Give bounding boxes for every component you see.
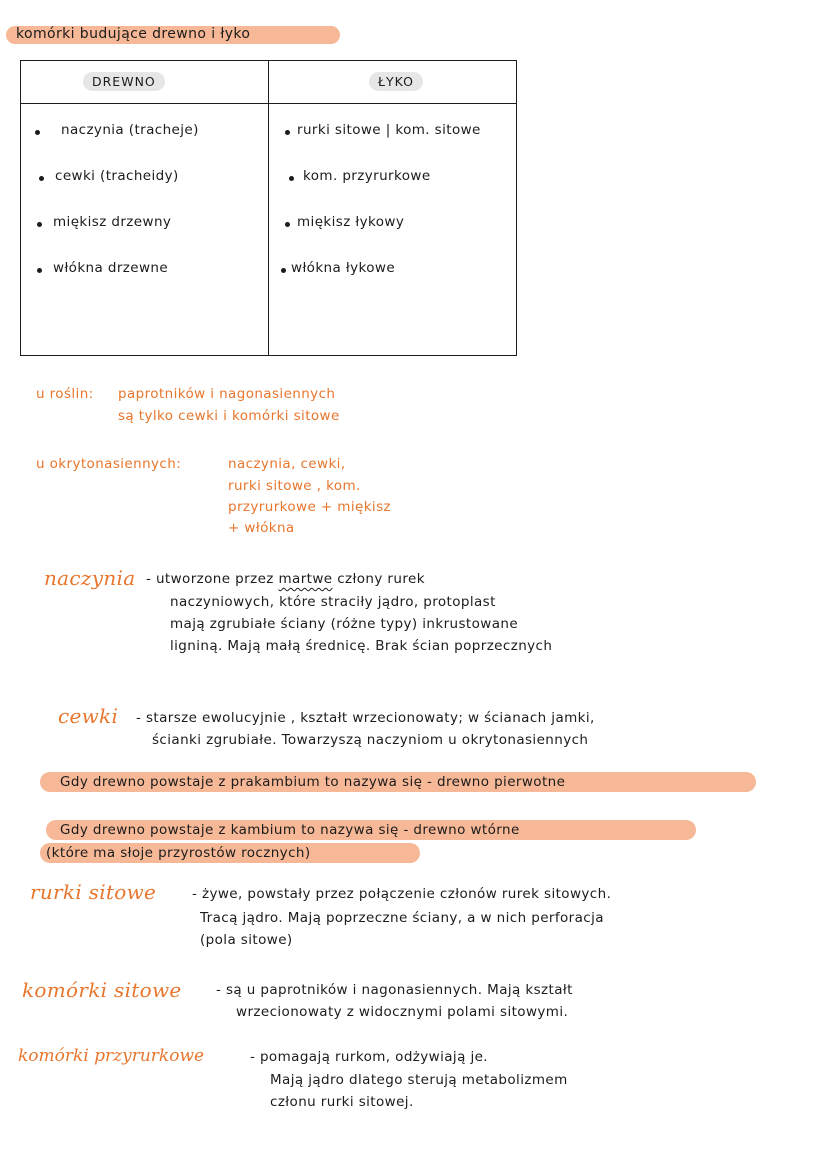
header-drewno-label: DREWNO	[83, 72, 165, 91]
drewno-item: miękisz drzewny	[53, 214, 172, 230]
paprotniki-label: u roślin:	[36, 386, 94, 402]
list-item	[21, 212, 268, 258]
drewno-item: włókna drzewne	[53, 260, 169, 276]
naczynia-line2: naczyniowych, które straciły jądro, protoplast	[170, 594, 496, 610]
term-komorki-sitowe: komórki sitowe	[22, 978, 182, 1002]
list-item	[269, 120, 516, 166]
cewki-line1: - starsze ewolucyjnie , kształt wrzecionowaty; w ścianach jamki,	[136, 710, 595, 726]
header-lyko-label: ŁYKO	[369, 72, 423, 91]
list-item	[21, 258, 268, 304]
term-rurki-sitowe: rurki sitowe	[30, 880, 157, 904]
lyko-item: miękisz łykowy	[297, 214, 405, 230]
rurki-line2: Tracą jądro. Mają poprzeczne ściany, a w nich perforacja	[200, 910, 604, 926]
pierwotne-text: Gdy drewno powstaje z prakambium to nazywa się - drewno pierwotne	[60, 774, 566, 790]
cewki-line2: ścianki zgrubiałe. Towarzyszą naczyniom u okrytonasiennych	[152, 732, 589, 748]
tissue-table	[20, 60, 517, 356]
list-item	[21, 120, 268, 166]
list-item	[269, 258, 516, 304]
lyko-item: rurki sitowe | kom. sitowe	[297, 122, 481, 138]
naczynia-line4: ligniną. Mają małą średnicę. Brak ścian poprzecznych	[170, 638, 553, 654]
okrytonasienne-line1: naczynia, cewki,	[228, 456, 346, 472]
list-item	[269, 166, 516, 212]
wtorne-line1: Gdy drewno powstaje z kambium to nazywa się - drewno wtórne	[60, 822, 520, 838]
przyrurkowe-line3: członu rurki sitowej.	[270, 1094, 414, 1110]
term-naczynia: naczynia	[44, 566, 136, 590]
naczynia-line1	[146, 571, 425, 587]
drewno-column	[21, 104, 269, 356]
naczynia-line1-pre: - utworzone przez	[146, 571, 274, 587]
drewno-item: cewki (tracheidy)	[55, 168, 179, 184]
header-drewno	[21, 61, 269, 104]
komorki-sitowe-line2: wrzecionowaty z widocznymi polami sitowymi.	[236, 1004, 569, 1020]
page-title: komórki budujące drewno i łyko	[16, 26, 251, 42]
przyrurkowe-line1: - pomagają rurkom, odżywiają je.	[250, 1049, 488, 1065]
lyko-column	[269, 104, 517, 356]
drewno-item: naczynia (tracheje)	[61, 122, 199, 138]
okrytonasienne-line3: przyrurkowe + miękisz	[228, 499, 391, 515]
header-lyko	[269, 61, 517, 104]
list-item	[21, 166, 268, 212]
rurki-line1: - żywe, powstały przez połączenie członów rurek sitowych.	[192, 886, 612, 902]
lyko-item: włókna łykowe	[291, 260, 396, 276]
okrytonasienne-line4: + włókna	[228, 520, 295, 536]
term-cewki: cewki	[58, 704, 119, 728]
okrytonasienne-line2: rurki sitowe , kom.	[228, 478, 361, 494]
naczynia-martwe: martwe	[278, 571, 333, 587]
lyko-item: kom. przyrurkowe	[303, 168, 431, 184]
okrytonasienne-label: u okrytonasiennych:	[36, 456, 182, 472]
list-item	[269, 212, 516, 258]
rurki-line3: (pola sitowe)	[200, 932, 293, 948]
naczynia-line3: mają zgrubiałe ściany (różne typy) inkrustowane	[170, 616, 519, 632]
paprotniki-line1: paprotników i nagonasiennych	[118, 386, 336, 402]
komorki-sitowe-line1: - są u paprotników i nagonasiennych. Mają kształt	[216, 982, 573, 998]
przyrurkowe-line2: Mają jądro dlatego sterują metabolizmem	[270, 1072, 568, 1088]
term-komorki-przyrurkowe: komórki przyrurkowe	[18, 1046, 205, 1066]
wtorne-line2: (które ma słoje przyrostów rocznych)	[46, 845, 311, 861]
paprotniki-line2: są tylko cewki i komórki sitowe	[118, 408, 340, 424]
naczynia-line1-post: człony rurek	[337, 571, 425, 587]
